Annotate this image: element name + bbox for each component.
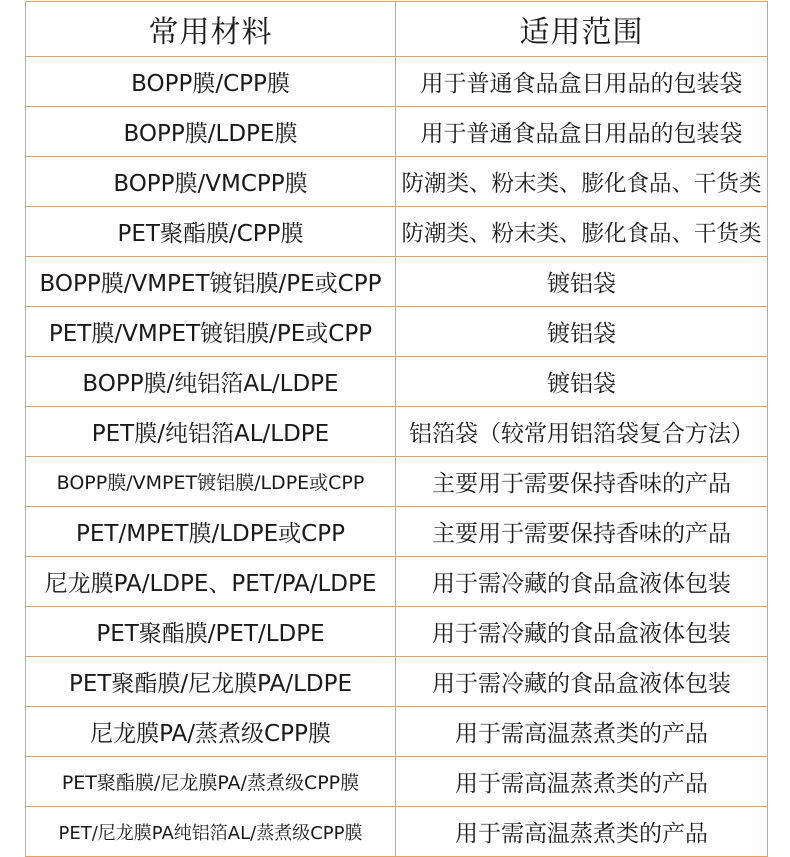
material-cell: BOPP膜/VMCPP膜: [26, 157, 396, 207]
application-cell: 用于普通食品盒日用品的包装袋: [396, 107, 768, 157]
application-cell: 用于需冷藏的食品盒液体包装: [396, 607, 768, 657]
material-cell: PET膜/VMPET镀铝膜/PE或CPP: [26, 307, 396, 357]
table-row: [26, 607, 768, 657]
table-row: [26, 457, 768, 507]
table-row: [26, 407, 768, 457]
application-cell: 主要用于需要保持香味的产品: [396, 457, 768, 507]
application-cell: 镀铝袋: [396, 257, 768, 307]
application-cell: 用于需冷藏的食品盒液体包装: [396, 557, 768, 607]
material-cell: BOPP膜/LDPE膜: [26, 107, 396, 157]
material-cell: PET聚酯膜/CPP膜: [26, 207, 396, 257]
materials-table: [25, 1, 768, 857]
application-cell: 用于需高温蒸煮类的产品: [396, 757, 768, 807]
material-cell: BOPP膜/VMPET镀铝膜/PE或CPP: [26, 257, 396, 307]
application-cell: 铝箔袋（较常用铝箔袋复合方法）: [396, 407, 768, 457]
table-row: [26, 57, 768, 107]
application-cell: 用于需高温蒸煮类的产品: [396, 707, 768, 757]
table-row: [26, 107, 768, 157]
table-row: [26, 507, 768, 557]
application-cell: 用于需冷藏的食品盒液体包装: [396, 657, 768, 707]
table-row: [26, 707, 768, 757]
material-cell: PET聚酯膜/尼龙膜PA/蒸煮级CPP膜: [26, 757, 396, 807]
table-row: [26, 557, 768, 607]
table-row: [26, 307, 768, 357]
application-cell: 用于需高温蒸煮类的产品: [396, 807, 768, 857]
material-cell: 尼龙膜PA/蒸煮级CPP膜: [26, 707, 396, 757]
application-cell: 镀铝袋: [396, 307, 768, 357]
material-cell: 尼龙膜PA/LDPE、PET/PA/LDPE: [26, 557, 396, 607]
materials-table-container: [25, 1, 767, 857]
table-row: [26, 357, 768, 407]
material-cell: PET/MPET膜/LDPE或CPP: [26, 507, 396, 557]
table-row: [26, 807, 768, 857]
table-row: [26, 757, 768, 807]
material-cell: BOPP膜/CPP膜: [26, 57, 396, 107]
header-materials: 常用材料: [26, 2, 396, 57]
application-cell: 防潮类、粉末类、膨化食品、干货类: [396, 157, 768, 207]
table-header-row: [26, 2, 768, 57]
material-cell: BOPP膜/纯铝箔AL/LDPE: [26, 357, 396, 407]
application-cell: 主要用于需要保持香味的产品: [396, 507, 768, 557]
table-row: [26, 157, 768, 207]
application-cell: 用于普通食品盒日用品的包装袋: [396, 57, 768, 107]
header-applications: 适用范围: [396, 2, 768, 57]
material-cell: PET聚酯膜/尼龙膜PA/LDPE: [26, 657, 396, 707]
table-row: [26, 657, 768, 707]
table-row: [26, 207, 768, 257]
application-cell: 防潮类、粉末类、膨化食品、干货类: [396, 207, 768, 257]
application-cell: 镀铝袋: [396, 357, 768, 407]
material-cell: BOPP膜/VMPET镀铝膜/LDPE或CPP: [26, 457, 396, 507]
material-cell: PET/尼龙膜PA纯铝箔AL/蒸煮级CPP膜: [26, 807, 396, 857]
table-row: [26, 257, 768, 307]
material-cell: PET膜/纯铝箔AL/LDPE: [26, 407, 396, 457]
material-cell: PET聚酯膜/PET/LDPE: [26, 607, 396, 657]
